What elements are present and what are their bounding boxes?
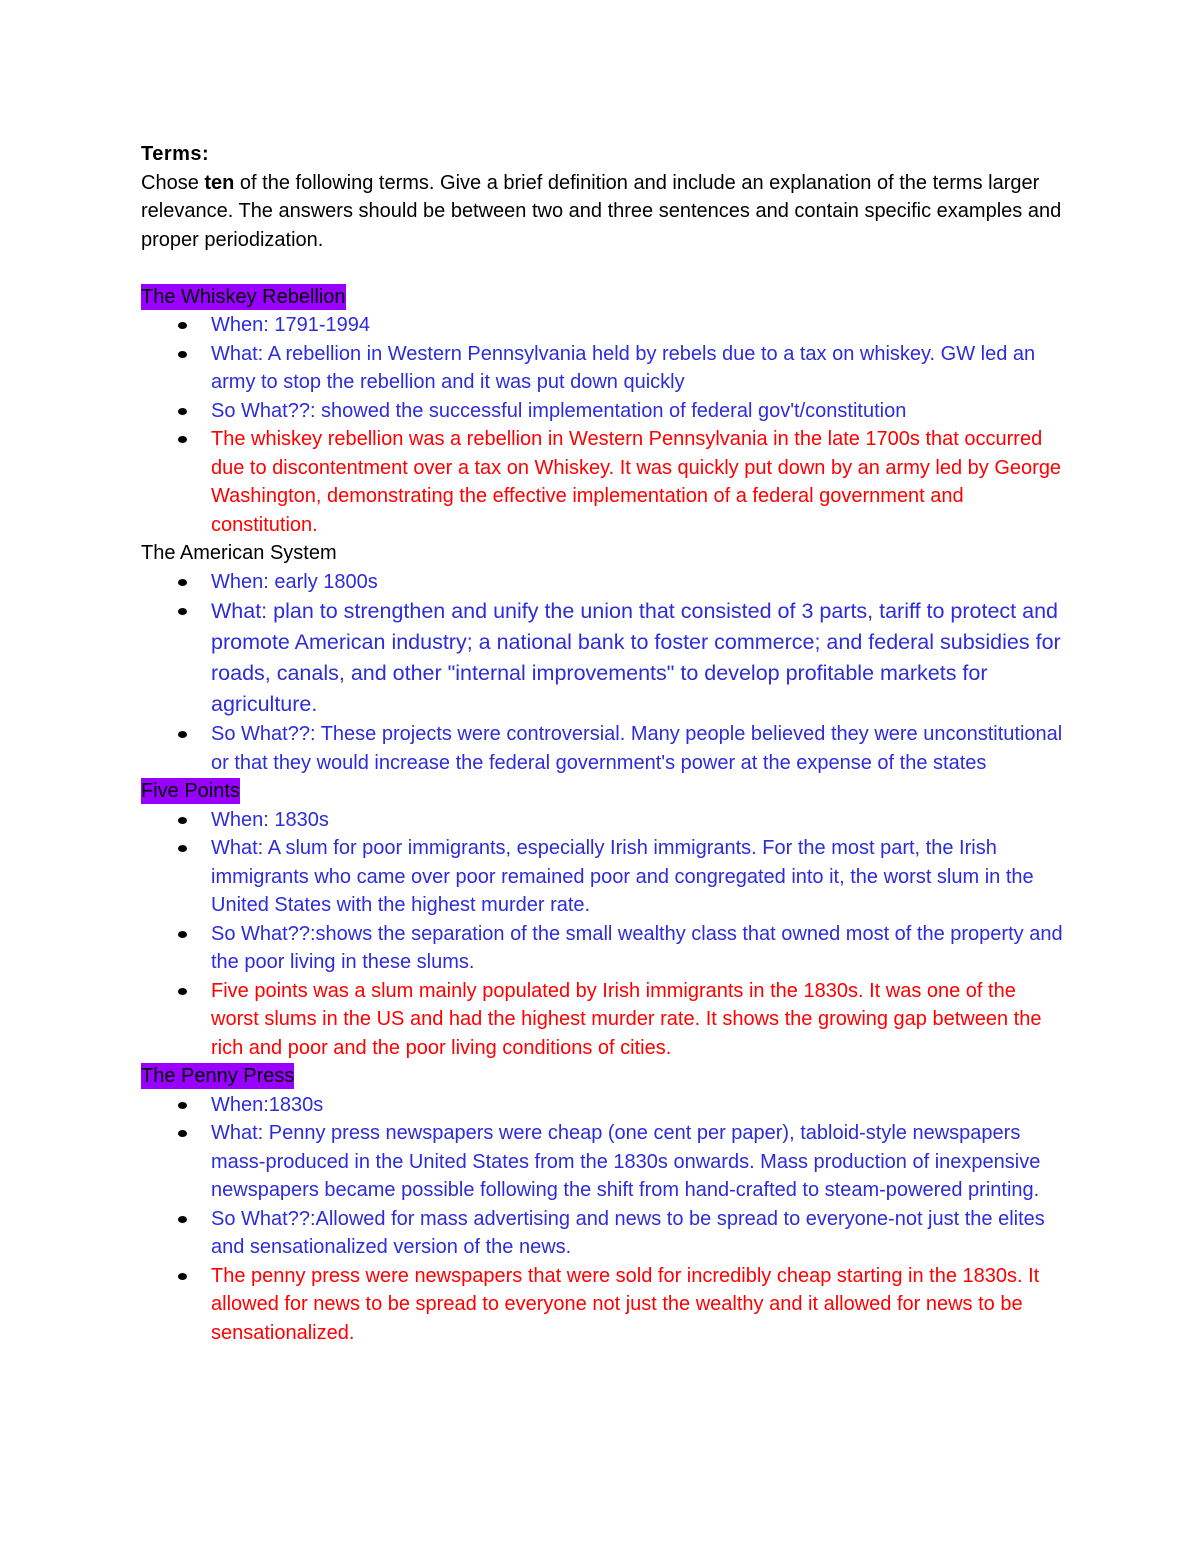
term-five-points xyxy=(141,777,1065,1062)
what-text: What: A slum for poor immigrants, especially Irish immigrants. For the most part, the Irish immigrants who came over poor remained poor and congregated into it, the worst slum in the United States with the highest murder rate. xyxy=(211,837,1034,916)
term-title xyxy=(141,539,1065,568)
term-whiskey-rebellion xyxy=(141,283,1065,540)
bullet-dot-icon xyxy=(178,322,187,329)
term-title-text: Five Points xyxy=(141,780,240,802)
what-text: What: A rebellion in Western Pennsylvania held by rebels due to a tax on whiskey. GW led an army to stop the rebellion and it was put down quickly xyxy=(211,342,1036,393)
instructions-lead: Chose xyxy=(141,171,205,194)
what-bullet xyxy=(141,340,1065,397)
answer-text: The whiskey rebellion was a rebellion in Western Pennsylvania in the late 1700s that occurred due to discontentment over a tax on Whiskey. It was quickly put down by an army led by George Washington, demonstrating the effective implementation of a federal government and constitution. xyxy=(211,428,1062,536)
what-text: What: plan to strengthen and unify the union that consisted of 3 parts, tariff to protect and promote American industry; a national bank to foster commerce; and federal subsidies for roads, canals, and other "internal improvements" to develop profitable markets for agriculture. xyxy=(211,599,1061,716)
bullet-dot-icon xyxy=(178,608,187,615)
what-bullet xyxy=(141,834,1065,920)
when-bullet xyxy=(141,1091,1065,1120)
term-bullet-list xyxy=(141,568,1065,778)
term-title-text: The American System xyxy=(141,542,337,564)
when-bullet xyxy=(141,568,1065,597)
term-title-text: The Penny Press xyxy=(141,1065,295,1087)
term-penny-press xyxy=(141,1062,1065,1347)
answer-bullet xyxy=(141,425,1065,539)
what-bullet xyxy=(141,1119,1065,1205)
when-text: When: 1830s xyxy=(211,808,329,831)
so-what-text: So What??: showed the successful implementation of federal gov't/constitution xyxy=(211,399,907,422)
bullet-dot-icon xyxy=(178,1130,187,1137)
so-what-bullet xyxy=(141,397,1065,426)
so-what-bullet xyxy=(141,920,1065,977)
term-title xyxy=(141,1062,1065,1091)
bullet-dot-icon xyxy=(178,1273,187,1280)
so-what-text: So What??:shows the separation of the small wealthy class that owned most of the property and the poor living in these slums. xyxy=(211,922,1063,973)
bullet-dot-icon xyxy=(178,731,187,738)
bullet-dot-icon xyxy=(178,579,187,586)
bullet-dot-icon xyxy=(178,1216,187,1223)
bullet-dot-icon xyxy=(178,436,187,443)
bullet-dot-icon xyxy=(178,988,187,995)
so-what-text: So What??:Allowed for mass advertising and news to be spread to everyone-not just the elites and sensationalized version of the news. xyxy=(211,1207,1045,1258)
term-bullet-list xyxy=(141,1091,1065,1348)
section-heading: Terms: xyxy=(141,143,210,165)
when-bullet xyxy=(141,806,1065,835)
what-text: What: Penny press newspapers were cheap (one cent per paper), tabloid-style newspapers mass-produced in the United States from the 1830s onwards. Mass production of inexpensive newspapers became possible following the shift from hand-crafted to steam-powered printing. xyxy=(211,1122,1041,1201)
when-bullet xyxy=(141,311,1065,340)
when-text: When:1830s xyxy=(211,1093,324,1116)
term-title-text: The Whiskey Rebellion xyxy=(141,285,346,308)
answer-bullet xyxy=(141,977,1065,1063)
bullet-dot-icon xyxy=(178,351,187,358)
answer-text: Five points was a slum mainly populated by Irish immigrants in the 1830s. It was one of the worst slums in the US and had the highest murder rate. It shows the growing gap between the rich and poor and the poor living conditions of cities. xyxy=(211,979,1042,1059)
term-american-system xyxy=(141,539,1065,777)
instructions-body: of the following terms. Give a brief definition and include an explanation of the terms larger relevance. The answers should be between two and three sentences and contain specific examples and proper periodization. xyxy=(141,171,1062,251)
term-bullet-list xyxy=(141,311,1065,539)
what-bullet xyxy=(141,596,1065,720)
bullet-dot-icon xyxy=(178,931,187,938)
so-what-text: So What??: These projects were controversial. Many people believed they were unconstitutional or that they would increase the federal government's power at the expense of the states xyxy=(211,723,1063,774)
answer-bullet xyxy=(141,1262,1065,1348)
bullet-dot-icon xyxy=(178,845,187,852)
instructions-emphasis: ten xyxy=(204,171,235,194)
bullet-dot-icon xyxy=(178,1102,187,1109)
bullet-dot-icon xyxy=(178,817,187,824)
term-title xyxy=(141,777,1065,806)
so-what-bullet xyxy=(141,720,1065,777)
when-text: When: early 1800s xyxy=(211,570,378,593)
when-text: When: 1791-1994 xyxy=(211,314,371,336)
term-title xyxy=(141,283,1065,312)
term-bullet-list xyxy=(141,806,1065,1063)
instructions-paragraph xyxy=(141,169,1065,255)
so-what-bullet xyxy=(141,1205,1065,1262)
bullet-dot-icon xyxy=(178,408,187,415)
answer-text: The penny press were newspapers that were sold for incredibly cheap starting in the 1830s. It allowed for news to be spread to everyone not just the wealthy and it allowed for news to be sensationalized. xyxy=(211,1264,1040,1344)
